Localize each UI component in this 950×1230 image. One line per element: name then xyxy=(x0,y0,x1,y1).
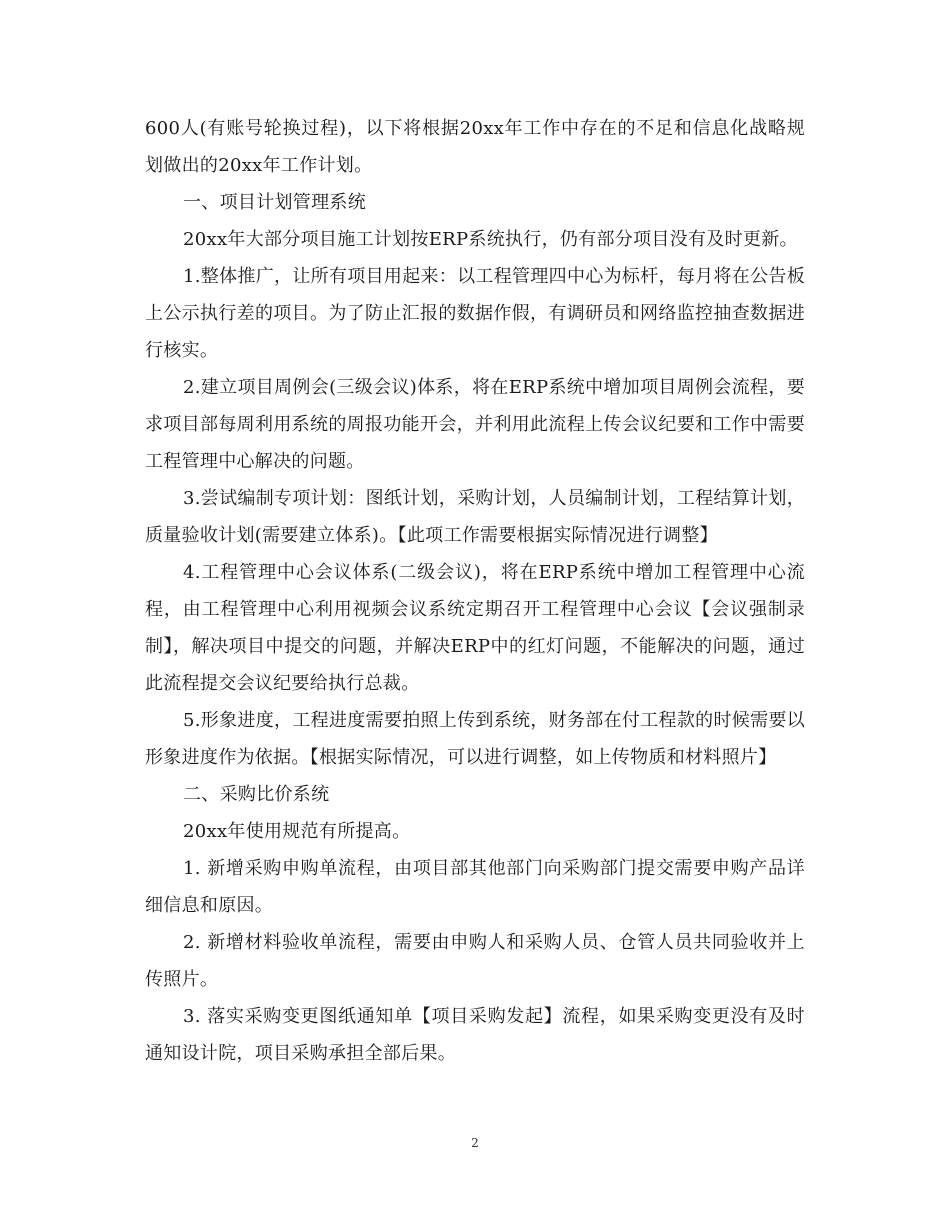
list-item-1-promotion: 1.整体推广，让所有项目用起来：以工程管理四中心为标杆，每月将在公告板上公示执行差的项目。为了防止汇报的数据作假，有调研员和网络监控抽查数据进行核实。 xyxy=(145,266,805,361)
page-number: 2 xyxy=(471,1136,479,1150)
list-item-2-acceptance: 2. 新增材料验收单流程，需要由申购人和采购人员、仓管人员共同验收并上传照片。 xyxy=(145,932,805,990)
list-item-2-weekly-meeting: 2.建立项目周例会(三级会议)体系，将在ERP系统中增加项目周例会流程，要求项目部每周利用系统的周报功能开会，并利用此流程上传会议纪要和工作中需要工程管理中心解决的问题。 xyxy=(145,377,805,472)
list-item-5-progress-photos: 5.形象进度，工程进度需要拍照上传到系统，财务部在付工程款的时候需要以形象进度作为依据。【根据实际情况，可以进行调整，如上传物质和材料照片】 xyxy=(145,710,805,768)
paragraph-intro-project-plan: 20xx年大部分项目施工计划按ERP系统执行，仍有部分项目没有及时更新。 xyxy=(183,229,798,250)
list-item-1-requisition: 1. 新增采购申购单流程，由项目部其他部门向采购部门提交需要申购产品详细信息和原因。 xyxy=(145,858,805,916)
section-heading-project-plan: 一、项目计划管理系统 xyxy=(183,192,366,213)
paragraph-intro-procurement: 20xx年使用规范有所提高。 xyxy=(183,821,411,842)
list-item-3-special-plans: 3.尝试编制专项计划：图纸计划，采购计划，人员编制计划，工程结算计划，质量验收计划(需要建立体系)。【此项工作需要根据实际情况进行调整】 xyxy=(145,488,805,546)
section-heading-procurement: 二、采购比价系统 xyxy=(183,784,330,805)
document-body xyxy=(145,110,805,1072)
list-item-4-center-meeting: 4.工程管理中心会议体系(二级会议)，将在ERP系统中增加工程管理中心流程，由工程管理中心利用视频会议系统定期召开工程管理中心会议【会议强制录制】，解决项目中提交的问题，并解决ERP中的红灯问题，不能解决的问题，通过此流程提交会议纪要给执行总裁。 xyxy=(145,562,805,694)
paragraph-continuation: 600人(有账号轮换过程)，以下将根据20xx年工作中存在的不足和信息化战略规划做出的20xx年工作计划。 xyxy=(145,118,805,176)
list-item-3-change-notice: 3. 落实采购变更图纸通知单【项目采购发起】流程，如果采购变更没有及时通知设计院，项目采购承担全部后果。 xyxy=(145,1006,805,1064)
